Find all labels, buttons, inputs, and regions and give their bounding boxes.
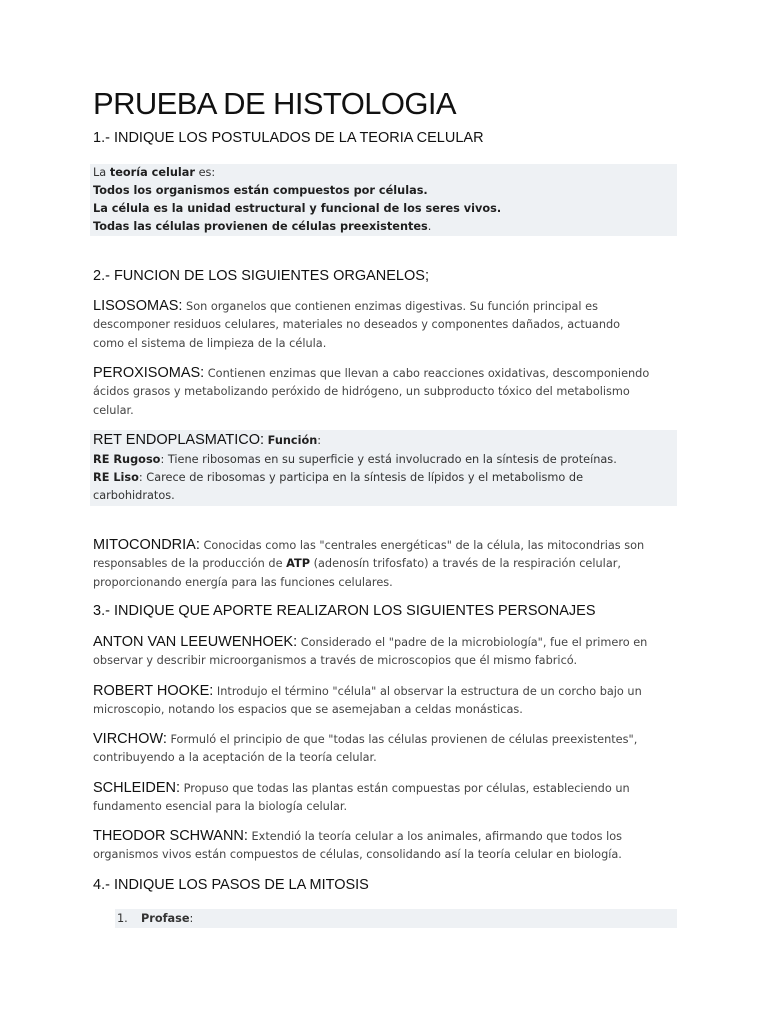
q4-heading: 4.- INDIQUE LOS PASOS DE LA MITOSIS [93,877,369,893]
ret-title: RET ENDOPLASMATICO: Función: [93,432,322,448]
peroxisomas-paragraph: PEROXISOMAS: Contienen enzimas que llevan a cabo reacciones oxidativas, descomponiendo ácidos grasos y metabolizando peróxido de hidrógeno, un subproducto tóxico del metabolismo celular. [93,365,650,417]
mitocondria-term: MITOCONDRIA: [93,537,200,553]
ret-liso: RE Liso: Carece de ribosomas y participa en la síntesis de lípidos y el metabolismo de [93,471,584,484]
peroxisomas-term: PEROXISOMAS: [93,365,205,381]
page-title: PRUEBA DE HISTOLOGIA [93,86,456,121]
q1-intro: La teoría celular es: [93,166,216,179]
step-label: Profase [141,912,190,925]
person-schleiden: SCHLEIDEN: Propuso que todas las plantas están compuestas por células, estableciendo un fundamento esencial para la biología celular. [93,780,630,813]
ret-box [90,430,677,506]
mitocondria-paragraph: MITOCONDRIA: Conocidas como las "centrales energéticas" de la célula, las mitocondrias son responsables de la producción de ATP (adenosín trifosfato) a través de la respiración celular, proporcionando energía para las funciones celulares. [93,537,645,589]
q1-postulates-box [90,164,677,236]
person-virchow: VIRCHOW: Formuló el principio de que "todas las células provienen de células preexistentes", contribuyendo a la aceptación de la teoría celular. [93,731,638,764]
q1-postulate-1: Todos los organismos están compuestos por células. [93,184,428,197]
q3-heading: 3.- INDIQUE QUE APORTE REALIZARON LOS SIGUIENTES PERSONAJES [93,603,596,619]
person-hooke: ROBERT HOOKE: Introdujo el término "célula" al observar la estructura de un corcho bajo un microscopio, notando los espacios que se asemejaban a celdas monásticas. [93,683,642,716]
ret-rugoso: RE Rugoso: Tiene ribosomas en su superficie y está involucrado en la síntesis de proteínas. [93,453,617,466]
ret-liso-cont: carbohidratos. [93,489,175,502]
list-number: 1. [117,912,128,925]
person-schwann: THEODOR SCHWANN: Extendió la teoría celular a los animales, afirmando que todos los organismos vivos están compuestos de células, consolidando así la teoría celular en biología. [93,828,623,861]
q1-postulate-2: La célula es la unidad estructural y funcional de los seres vivos. [93,202,502,215]
lisosomas-paragraph: LISOSOMAS: Son organelos que contienen enzimas digestivas. Su función principal es descomponer residuos celulares, materiales no deseados y componentes dañados, actuando como el sistema de limpieza de la célula. [93,298,621,350]
q1-postulate-3: Todas las células provienen de células preexistentes. [93,220,432,233]
q2-heading: 2.- FUNCION DE LOS SIGUIENTES ORGANELOS; [93,268,429,284]
q1-heading: 1.- INDIQUE LOS POSTULADOS DE LA TEORIA CELULAR [93,130,484,146]
person-leeuwenhoek: ANTON VAN LEEUWENHOEK: Considerado el "padre de la microbiología", fue el primero en observar y describir microorganismos a través de microscopios que él mismo fabricó. [93,634,648,667]
lisosomas-term: LISOSOMAS: [93,298,183,314]
mitosis-step-1: 1. Profase: [115,909,677,928]
